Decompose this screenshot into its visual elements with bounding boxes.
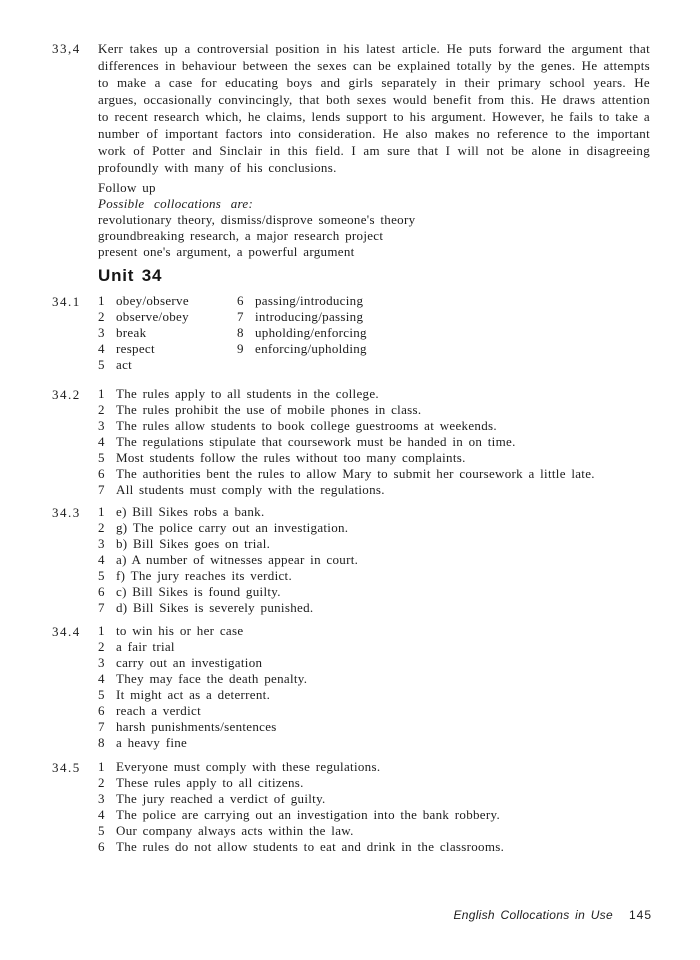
answer-row [98, 402, 650, 418]
section-label: 34.1 [52, 294, 81, 309]
answer-number: 2 [98, 639, 105, 654]
answer-row [98, 791, 650, 807]
answer-number: 1 [98, 504, 105, 519]
answer-text: The rules apply to all students in the college. [116, 386, 379, 401]
answer-text: e) Bill Sikes robs a bank. [116, 504, 265, 519]
answer-text: introducing/passing [255, 309, 364, 324]
section-label: 33,4 [52, 41, 81, 56]
answer-text: obey/observe [116, 293, 189, 308]
answer-number: 6 [237, 293, 244, 308]
answer-text: The rules prohibit the use of mobile phones in class. [116, 402, 422, 417]
answer-text: enforcing/upholding [255, 341, 367, 356]
answer-row [98, 568, 650, 584]
answer-number: 3 [98, 418, 105, 433]
answer-text: b) Bill Sikes goes on trial. [116, 536, 271, 551]
answer-number: 9 [237, 341, 244, 356]
section-34-5 [52, 759, 650, 855]
answer-number: 1 [98, 623, 105, 638]
answer-text: d) Bill Sikes is severely punished. [116, 600, 314, 615]
follow-up-line: revolutionary theory, dismiss/disprove someone's theory [98, 212, 416, 227]
answer-row [98, 309, 237, 325]
answer-row [98, 418, 650, 434]
answer-text: reach a verdict [116, 703, 202, 718]
answer-row [98, 703, 650, 719]
answer-text: to win his or her case [116, 623, 244, 638]
follow-up-intro: Possible collocations are: [98, 196, 254, 211]
answer-row [98, 735, 650, 751]
answer-text: c) Bill Sikes is found guilty. [116, 584, 281, 599]
answer-number: 3 [98, 655, 105, 670]
answer-row [98, 536, 650, 552]
answer-number: 1 [98, 293, 105, 308]
section-label: 34.5 [52, 760, 81, 775]
answer-row [98, 759, 650, 775]
section-34-2 [52, 386, 650, 498]
answer-row [98, 386, 650, 402]
answer-text: carry out an investigation [116, 655, 263, 670]
answer-row [98, 450, 650, 466]
answer-column [98, 293, 237, 373]
answer-row [98, 520, 650, 536]
unit-heading-row [52, 266, 650, 286]
answer-text: The rules do not allow students to eat and drink in the classrooms. [116, 839, 505, 854]
answer-row [98, 655, 650, 671]
answer-paragraph: Kerr takes up a controversial position in his latest article. He puts forward the argument that differences in behaviour between the sexes can be explained totally by the genes. He attempts to make a case for educating boys and girls separately in their primary school years. He argues, occasionally convincingly, that both sexes would benefit from this. He draws attention to recent research which, he claims, lends support to his argument. However, he fails to take a number of important factors into consideration. He also makes no reference to the important work of Potter and Sinclair in this field. I am sure that I will not be alone in disagreeing profoundly with many of his conclusions. [98, 41, 650, 175]
answer-text: harsh punishments/sentences [116, 719, 277, 734]
answer-row [98, 775, 650, 791]
answer-number: 3 [98, 536, 105, 551]
answer-number: 3 [98, 791, 105, 806]
answer-number: 6 [98, 584, 105, 599]
answer-text: They may face the death penalty. [116, 671, 308, 686]
answer-row [237, 341, 650, 357]
answer-number: 1 [98, 386, 105, 401]
answer-number: 1 [98, 759, 105, 774]
answer-number: 7 [98, 719, 105, 734]
answer-text: It might act as a deterrent. [116, 687, 271, 702]
answer-number: 8 [98, 735, 105, 750]
answer-row [98, 357, 237, 373]
answer-text: Our company always acts within the law. [116, 823, 354, 838]
page-number: 145 [628, 908, 652, 922]
answer-number: 5 [98, 568, 105, 583]
section-34-3 [52, 504, 650, 616]
answer-number: 4 [98, 807, 105, 822]
answer-text: All students must comply with the regulations. [116, 482, 385, 497]
answer-number: 6 [98, 466, 105, 481]
answer-text: Most students follow the rules without too many complaints. [116, 450, 466, 465]
answer-text: g) The police carry out an investigation. [116, 520, 349, 535]
answer-number: 4 [98, 671, 105, 686]
section-33-4 [52, 40, 650, 176]
answer-text: The authorities bent the rules to allow Mary to submit her coursework a little late. [116, 466, 595, 481]
section-34-4 [52, 623, 650, 751]
answer-row [98, 325, 237, 341]
answer-text: a) A number of witnesses appear in court. [116, 552, 359, 567]
answer-number: 4 [98, 552, 105, 567]
answer-number: 3 [98, 325, 105, 340]
answer-number: 5 [98, 357, 105, 372]
answer-row [98, 687, 650, 703]
answer-text: a heavy fine [116, 735, 188, 750]
answer-number: 2 [98, 309, 105, 324]
answer-row [237, 325, 650, 341]
answer-row [98, 552, 650, 568]
answer-text: respect [116, 341, 155, 356]
answer-text: These rules apply to all citizens. [116, 775, 304, 790]
section-label: 34.2 [52, 387, 81, 402]
answer-text: f) The jury reaches its verdict. [116, 568, 293, 583]
answer-row [98, 823, 650, 839]
answer-text: Everyone must comply with these regulations. [116, 759, 381, 774]
answer-row [98, 639, 650, 655]
answer-row [98, 434, 650, 450]
answer-number: 6 [98, 839, 105, 854]
answer-text: The jury reached a verdict of guilty. [116, 791, 326, 806]
answer-number: 5 [98, 823, 105, 838]
answer-number: 4 [98, 341, 105, 356]
answer-row [98, 839, 650, 855]
section-label-spacer [52, 266, 98, 286]
section-34-1 [52, 293, 650, 373]
answer-row [98, 600, 650, 616]
answer-column [237, 293, 650, 373]
answer-row [98, 466, 650, 482]
section-label: 34.4 [52, 624, 81, 639]
answer-row [98, 671, 650, 687]
answer-row [98, 584, 650, 600]
answer-number: 6 [98, 703, 105, 718]
answer-text: break [116, 325, 147, 340]
follow-up-heading: Follow up [98, 180, 156, 195]
answer-number: 2 [98, 402, 105, 417]
answer-text: passing/introducing [255, 293, 364, 308]
answer-number: 5 [98, 687, 105, 702]
answer-row [98, 719, 650, 735]
follow-up-section [52, 180, 650, 260]
answer-number: 2 [98, 520, 105, 535]
follow-up-line: groundbreaking research, a major research project [98, 228, 384, 243]
answer-row [98, 807, 650, 823]
unit-heading: Unit 34 [98, 266, 163, 285]
page-footer [453, 908, 652, 922]
answer-number: 7 [98, 482, 105, 497]
section-label-spacer [52, 180, 98, 260]
answer-row [237, 309, 650, 325]
answer-row [98, 623, 650, 639]
answer-number: 4 [98, 434, 105, 449]
answer-text: a fair trial [116, 639, 175, 654]
answer-number: 7 [98, 600, 105, 615]
answer-row [98, 504, 650, 520]
answer-text: The rules allow students to book college guestrooms at weekends. [116, 418, 497, 433]
answer-number: 8 [237, 325, 244, 340]
answer-row [98, 293, 237, 309]
answer-row [98, 341, 237, 357]
book-title: English Collocations in Use [453, 908, 613, 922]
answer-text: The police are carrying out an investigation into the bank robbery. [116, 807, 501, 822]
answer-number: 5 [98, 450, 105, 465]
follow-up-content [98, 180, 650, 260]
answer-number: 2 [98, 775, 105, 790]
answer-text: act [116, 357, 133, 372]
answer-text: observe/obey [116, 309, 189, 324]
two-column-list [98, 293, 650, 373]
follow-up-line: present one's argument, a powerful argument [98, 244, 355, 259]
answer-row [237, 293, 650, 309]
answer-row [98, 482, 650, 498]
answer-number: 7 [237, 309, 244, 324]
section-label: 34.3 [52, 505, 81, 520]
answer-text: The regulations stipulate that coursework must be handed in on time. [116, 434, 516, 449]
answer-text: upholding/enforcing [255, 325, 367, 340]
